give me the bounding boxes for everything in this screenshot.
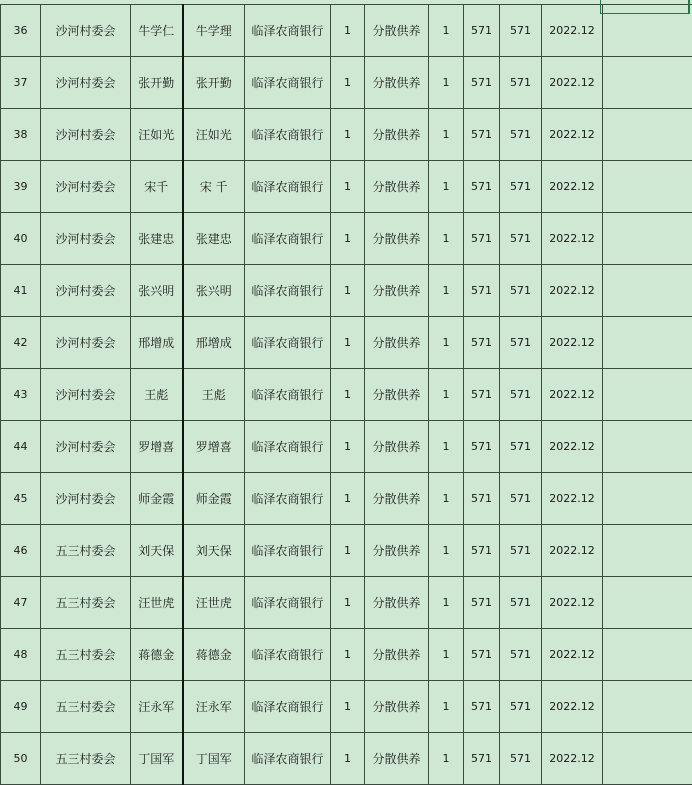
cell-payment-date[interactable]: 2022.12	[542, 369, 603, 421]
cell-notes[interactable]	[603, 421, 692, 473]
cell-bank[interactable]: 临泽农商银行	[245, 57, 331, 109]
cell-monthly-amount[interactable]: 571	[464, 317, 500, 369]
cell-bank[interactable]: 临泽农商银行	[245, 317, 331, 369]
cell-people-count[interactable]: 1	[429, 317, 464, 369]
cell-recipient-name[interactable]: 蒋德金	[131, 629, 183, 681]
cell-monthly-amount[interactable]: 571	[464, 681, 500, 733]
table-row	[1, 109, 692, 161]
cell-payment-date[interactable]: 2022.12	[542, 681, 603, 733]
cell-recipient-name[interactable]: 汪永军	[131, 681, 183, 733]
cell-monthly-amount[interactable]: 571	[464, 473, 500, 525]
cell-bank[interactable]: 临泽农商银行	[245, 161, 331, 213]
cell-recipient-name[interactable]: 宋千	[131, 161, 183, 213]
cell-total-amount[interactable]: 571	[500, 109, 542, 161]
cell-payee-name[interactable]: 蒋德金	[183, 629, 245, 681]
data-table	[0, 4, 692, 785]
cell-notes[interactable]	[603, 369, 692, 421]
cell-monthly-amount[interactable]: 571	[464, 421, 500, 473]
table-body	[1, 5, 692, 785]
cell-monthly-amount[interactable]: 571	[464, 213, 500, 265]
cell-payment-date[interactable]: 2022.12	[542, 577, 603, 629]
table-row	[1, 369, 692, 421]
cell-support-type[interactable]: 分散供养	[365, 473, 429, 525]
cell-household-count[interactable]: 1	[331, 525, 365, 577]
cell-row-number[interactable]: 47	[1, 577, 41, 629]
cell-people-count[interactable]: 1	[429, 473, 464, 525]
cell-village-committee[interactable]: 五三村委会	[41, 629, 131, 681]
cell-row-number[interactable]: 42	[1, 317, 41, 369]
cell-row-number[interactable]: 46	[1, 525, 41, 577]
cell-payee-name[interactable]: 汪永军	[183, 681, 245, 733]
cell-household-count[interactable]: 1	[331, 681, 365, 733]
cell-payment-date[interactable]: 2022.12	[542, 57, 603, 109]
cell-total-amount[interactable]: 571	[500, 265, 542, 317]
cell-recipient-name[interactable]: 刘天保	[131, 525, 183, 577]
cell-total-amount[interactable]: 571	[500, 733, 542, 785]
table-row	[1, 577, 692, 629]
cell-people-count[interactable]: 1	[429, 733, 464, 785]
cell-payee-name[interactable]: 汪如光	[183, 109, 245, 161]
cell-monthly-amount[interactable]: 571	[464, 525, 500, 577]
cell-recipient-name[interactable]: 罗增喜	[131, 421, 183, 473]
cell-people-count[interactable]: 1	[429, 577, 464, 629]
cell-monthly-amount[interactable]: 571	[464, 161, 500, 213]
cell-total-amount[interactable]: 571	[500, 161, 542, 213]
table-row	[1, 317, 692, 369]
cell-row-number[interactable]: 38	[1, 109, 41, 161]
cell-total-amount[interactable]: 571	[500, 421, 542, 473]
cell-monthly-amount[interactable]: 571	[464, 577, 500, 629]
cell-bank[interactable]: 临泽农商银行	[245, 577, 331, 629]
cell-payee-name[interactable]: 汪世虎	[183, 577, 245, 629]
cell-payment-date[interactable]: 2022.12	[542, 161, 603, 213]
cell-row-number[interactable]: 39	[1, 161, 41, 213]
cell-support-type[interactable]: 分散供养	[365, 629, 429, 681]
cell-people-count[interactable]: 1	[429, 681, 464, 733]
cell-household-count[interactable]: 1	[331, 109, 365, 161]
cell-recipient-name[interactable]: 张开勤	[131, 57, 183, 109]
cell-village-committee[interactable]: 五三村委会	[41, 681, 131, 733]
cell-total-amount[interactable]: 571	[500, 629, 542, 681]
table-row	[1, 473, 692, 525]
cell-row-number[interactable]: 44	[1, 421, 41, 473]
cell-total-amount[interactable]: 571	[500, 473, 542, 525]
cell-household-count[interactable]: 1	[331, 733, 365, 785]
cell-row-number[interactable]: 43	[1, 369, 41, 421]
cell-notes[interactable]	[603, 733, 692, 785]
cell-support-type[interactable]: 分散供养	[365, 265, 429, 317]
cell-support-type[interactable]: 分散供养	[365, 681, 429, 733]
cell-payee-name[interactable]: 刘天保	[183, 525, 245, 577]
cell-row-number[interactable]: 40	[1, 213, 41, 265]
cell-row-number[interactable]: 48	[1, 629, 41, 681]
cell-people-count[interactable]: 1	[429, 629, 464, 681]
cell-household-count[interactable]: 1	[331, 421, 365, 473]
cell-recipient-name[interactable]: 张兴明	[131, 265, 183, 317]
cell-bank[interactable]: 临泽农商银行	[245, 369, 331, 421]
cell-household-count[interactable]: 1	[331, 369, 365, 421]
cell-total-amount[interactable]: 571	[500, 5, 542, 57]
cell-village-committee[interactable]: 五三村委会	[41, 525, 131, 577]
cell-payee-name[interactable]: 张建忠	[183, 213, 245, 265]
cell-bank[interactable]: 临泽农商银行	[245, 5, 331, 57]
cell-village-committee[interactable]: 五三村委会	[41, 733, 131, 785]
cell-notes[interactable]	[603, 57, 692, 109]
cell-support-type[interactable]: 分散供养	[365, 525, 429, 577]
cell-notes[interactable]	[603, 473, 692, 525]
cell-support-type[interactable]: 分散供养	[365, 317, 429, 369]
cell-household-count[interactable]: 1	[331, 473, 365, 525]
table-row	[1, 629, 692, 681]
cell-recipient-name[interactable]: 王彪	[131, 369, 183, 421]
cell-village-committee[interactable]: 沙河村委会	[41, 265, 131, 317]
cell-household-count[interactable]: 1	[331, 161, 365, 213]
cell-total-amount[interactable]: 571	[500, 525, 542, 577]
cell-monthly-amount[interactable]: 571	[464, 57, 500, 109]
cell-people-count[interactable]: 1	[429, 5, 464, 57]
table-row	[1, 733, 692, 785]
cell-notes[interactable]	[603, 265, 692, 317]
cell-support-type[interactable]: 分散供养	[365, 577, 429, 629]
cell-village-committee[interactable]: 沙河村委会	[41, 473, 131, 525]
cell-payment-date[interactable]: 2022.12	[542, 629, 603, 681]
cell-household-count[interactable]: 1	[331, 5, 365, 57]
cell-people-count[interactable]: 1	[429, 525, 464, 577]
cell-monthly-amount[interactable]: 571	[464, 733, 500, 785]
cell-total-amount[interactable]: 571	[500, 57, 542, 109]
cell-monthly-amount[interactable]: 571	[464, 5, 500, 57]
table-row	[1, 525, 692, 577]
table-row	[1, 421, 692, 473]
cell-total-amount[interactable]: 571	[500, 681, 542, 733]
cell-payment-date[interactable]: 2022.12	[542, 5, 603, 57]
cell-payment-date[interactable]: 2022.12	[542, 213, 603, 265]
cell-bank[interactable]: 临泽农商银行	[245, 421, 331, 473]
cell-payment-date[interactable]: 2022.12	[542, 265, 603, 317]
cell-people-count[interactable]: 1	[429, 421, 464, 473]
cell-payee-name[interactable]: 丁国军	[183, 733, 245, 785]
cell-payment-date[interactable]: 2022.12	[542, 733, 603, 785]
cell-bank[interactable]: 临泽农商银行	[245, 525, 331, 577]
cell-payee-name[interactable]: 宋 千	[183, 161, 245, 213]
cell-notes[interactable]	[603, 109, 692, 161]
cell-household-count[interactable]: 1	[331, 629, 365, 681]
cell-monthly-amount[interactable]: 571	[464, 629, 500, 681]
cell-row-number[interactable]: 45	[1, 473, 41, 525]
cell-village-committee[interactable]: 沙河村委会	[41, 161, 131, 213]
cell-monthly-amount[interactable]: 571	[464, 109, 500, 161]
cell-row-number[interactable]: 50	[1, 733, 41, 785]
cell-village-committee[interactable]: 沙河村委会	[41, 5, 131, 57]
cell-row-number[interactable]: 37	[1, 57, 41, 109]
table-row	[1, 681, 692, 733]
cell-recipient-name[interactable]: 邢增成	[131, 317, 183, 369]
cell-payee-name[interactable]: 罗增喜	[183, 421, 245, 473]
cell-support-type[interactable]: 分散供养	[365, 57, 429, 109]
cell-monthly-amount[interactable]: 571	[464, 265, 500, 317]
cell-support-type[interactable]: 分散供养	[365, 5, 429, 57]
cell-notes[interactable]	[603, 681, 692, 733]
cell-total-amount[interactable]: 571	[500, 369, 542, 421]
cell-row-number[interactable]: 49	[1, 681, 41, 733]
cell-monthly-amount[interactable]: 571	[464, 369, 500, 421]
cell-notes[interactable]	[603, 629, 692, 681]
cell-people-count[interactable]: 1	[429, 213, 464, 265]
cell-village-committee[interactable]: 沙河村委会	[41, 369, 131, 421]
cell-payee-name[interactable]: 牛学理	[183, 5, 245, 57]
cell-support-type[interactable]: 分散供养	[365, 161, 429, 213]
cell-notes[interactable]	[603, 317, 692, 369]
cell-people-count[interactable]: 1	[429, 369, 464, 421]
cell-recipient-name[interactable]: 牛学仁	[131, 5, 183, 57]
table-row	[1, 213, 692, 265]
cell-row-number[interactable]: 41	[1, 265, 41, 317]
cell-bank[interactable]: 临泽农商银行	[245, 681, 331, 733]
table-row	[1, 5, 692, 57]
cell-payment-date[interactable]: 2022.12	[542, 473, 603, 525]
cell-support-type[interactable]: 分散供养	[365, 733, 429, 785]
cell-notes[interactable]	[603, 577, 692, 629]
table-row	[1, 265, 692, 317]
cell-bank[interactable]: 临泽农商银行	[245, 265, 331, 317]
cell-household-count[interactable]: 1	[331, 577, 365, 629]
cell-row-number[interactable]: 36	[1, 5, 41, 57]
cell-household-count[interactable]: 1	[331, 265, 365, 317]
cell-total-amount[interactable]: 571	[500, 577, 542, 629]
cell-people-count[interactable]: 1	[429, 57, 464, 109]
cell-payment-date[interactable]: 2022.12	[542, 525, 603, 577]
cell-bank[interactable]: 临泽农商银行	[245, 629, 331, 681]
table-row	[1, 57, 692, 109]
cell-recipient-name[interactable]: 丁国军	[131, 733, 183, 785]
cell-notes[interactable]	[603, 525, 692, 577]
cell-recipient-name[interactable]: 师金霞	[131, 473, 183, 525]
cell-recipient-name[interactable]: 汪如光	[131, 109, 183, 161]
table-row	[1, 161, 692, 213]
cell-payment-date[interactable]: 2022.12	[542, 109, 603, 161]
cell-people-count[interactable]: 1	[429, 265, 464, 317]
cell-village-committee[interactable]: 沙河村委会	[41, 57, 131, 109]
cell-bank[interactable]: 临泽农商银行	[245, 109, 331, 161]
cell-village-committee[interactable]: 沙河村委会	[41, 109, 131, 161]
cell-people-count[interactable]: 1	[429, 161, 464, 213]
cell-payment-date[interactable]: 2022.12	[542, 421, 603, 473]
cell-support-type[interactable]: 分散供养	[365, 369, 429, 421]
cell-household-count[interactable]: 1	[331, 57, 365, 109]
cell-payee-name[interactable]: 王彪	[183, 369, 245, 421]
cell-notes[interactable]	[603, 213, 692, 265]
cell-bank[interactable]: 临泽农商银行	[245, 473, 331, 525]
cell-village-committee[interactable]: 沙河村委会	[41, 421, 131, 473]
cell-recipient-name[interactable]: 汪世虎	[131, 577, 183, 629]
cell-support-type[interactable]: 分散供养	[365, 213, 429, 265]
cell-payee-name[interactable]: 师金霞	[183, 473, 245, 525]
cell-household-count[interactable]: 1	[331, 213, 365, 265]
cell-payee-name[interactable]: 张兴明	[183, 265, 245, 317]
cell-village-committee[interactable]: 五三村委会	[41, 577, 131, 629]
cell-total-amount[interactable]: 571	[500, 317, 542, 369]
cell-payee-name[interactable]: 张开勤	[183, 57, 245, 109]
selected-cell-outline	[600, 0, 690, 14]
cell-total-amount[interactable]: 571	[500, 213, 542, 265]
cell-recipient-name[interactable]: 张建忠	[131, 213, 183, 265]
cell-bank[interactable]: 临泽农商银行	[245, 733, 331, 785]
cell-support-type[interactable]: 分散供养	[365, 109, 429, 161]
cell-payee-name[interactable]: 邢增成	[183, 317, 245, 369]
cell-village-committee[interactable]: 沙河村委会	[41, 317, 131, 369]
cell-household-count[interactable]: 1	[331, 317, 365, 369]
cell-village-committee[interactable]: 沙河村委会	[41, 213, 131, 265]
cell-payment-date[interactable]: 2022.12	[542, 317, 603, 369]
cell-bank[interactable]: 临泽农商银行	[245, 213, 331, 265]
cell-support-type[interactable]: 分散供养	[365, 421, 429, 473]
cell-notes[interactable]	[603, 161, 692, 213]
cell-people-count[interactable]: 1	[429, 109, 464, 161]
